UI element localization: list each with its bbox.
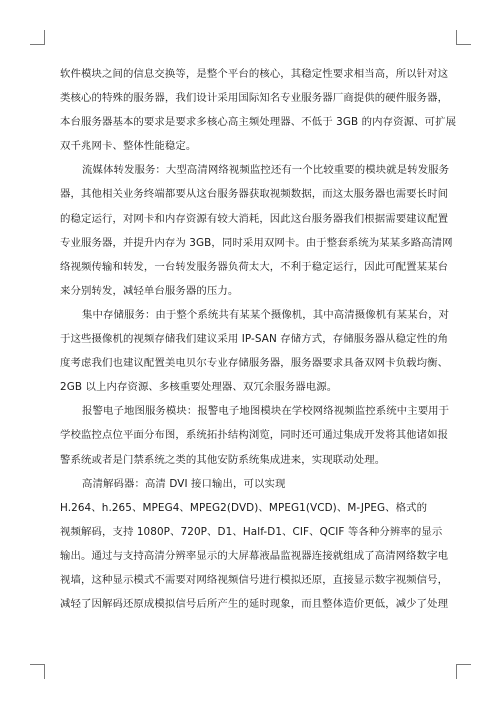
text-line: 2GB 以上内存资源、多核重要处理器、双冗余服务器电源。: [60, 381, 338, 394]
text-line: 学校监控点位平面分布图，系统拓扑结构浏览，同时还可通过集成开发将其他诸如报: [60, 429, 449, 442]
text-line: 流媒体转发服务：大型高清网络视频监控还有一个比较重要的模块就是转发服务: [82, 164, 450, 177]
text-line: 专业服务器，并提升内存为 3GB，同时采用双网卡。由于整套系统为某某多路高清网: [60, 236, 453, 249]
text-line: 集中存储服务：由于整个系统共有某某个摄像机，其中高清摄像机有某某台，对: [82, 308, 450, 321]
text-line: 视墙，这种显示模式不需要对网络视频信号进行模拟还原，直接显示数字视频信号，: [60, 573, 449, 586]
text-line: 度考虑我们也建议配置美电贝尔专业存储服务器，服务器要求具备双网卡负载均衡、: [60, 357, 449, 370]
text-line: 本台服务器基本的要求是要求多核心高主频处理器、不低于 3GB 的内存资源、可扩展: [60, 116, 457, 129]
text-line: 输出。通过与支持高清分辨率显示的大屏幕液晶监视器连接就组成了高清网络数字电: [60, 549, 449, 562]
text-line: 高清解码器：高清 DVI 接口输出，可以实现: [82, 477, 286, 490]
body-text: [60, 62, 457, 616]
text-line: 类核心的特殊的服务器，我们设计采用国际知名专业服务器厂商提供的硬件服务器，: [60, 92, 449, 105]
text-line: 的稳定运行，对网卡和内存资源有较大消耗，因此这台服务器我们根据需要建议配置: [60, 212, 449, 225]
text-line: 器，其他相关业务终端都要从这台服务器获取视频数据，而这太服务器也需要长时间: [60, 188, 449, 201]
text-line: 视频解码，支持 1080P、720P、D1、Half-D1、CIF、QCIF 等各种分辨率的显示: [60, 525, 443, 538]
text-line: 于这些摄像机的视频存储我们建议采用 IP-SAN 存储方式，存储服务器从稳定性的角: [60, 333, 449, 346]
text-line: 软件模块之间的信息交换等，是整个平台的核心，其稳定性要求相当高，所以针对这: [60, 68, 449, 80]
text-line: 络视频传输和转发，一台转发服务器负荷太大，不利于稳定运行，因此可配置某某台: [60, 260, 449, 273]
text-line: 减轻了因解码还原成模拟信号后所产生的延时现象，而且整体造价更低，减少了处理: [60, 598, 449, 611]
text-line: 双千兆网卡、整体性能稳定。: [60, 140, 197, 153]
text-line: 报警电子地图服务模块：报警电子地图模块在学校网络视频监控系统中主要用于: [82, 405, 450, 418]
crop-mark-bottom-left: [30, 664, 45, 679]
crop-mark-top-right: [456, 30, 471, 45]
text-line: 警系统或者是门禁系统之类的其他安防系统集成进来，实现联动处理。: [60, 453, 386, 466]
text-line: 来分别转发，减轻单台服务器的压力。: [60, 284, 239, 297]
crop-mark-bottom-right: [456, 664, 471, 679]
text-line: H.264、h.265、MPEG4、MPEG2(DVD)、MPEG1(VCD)、M-JPEG、格式的: [60, 501, 428, 514]
crop-mark-top-left: [30, 30, 45, 45]
